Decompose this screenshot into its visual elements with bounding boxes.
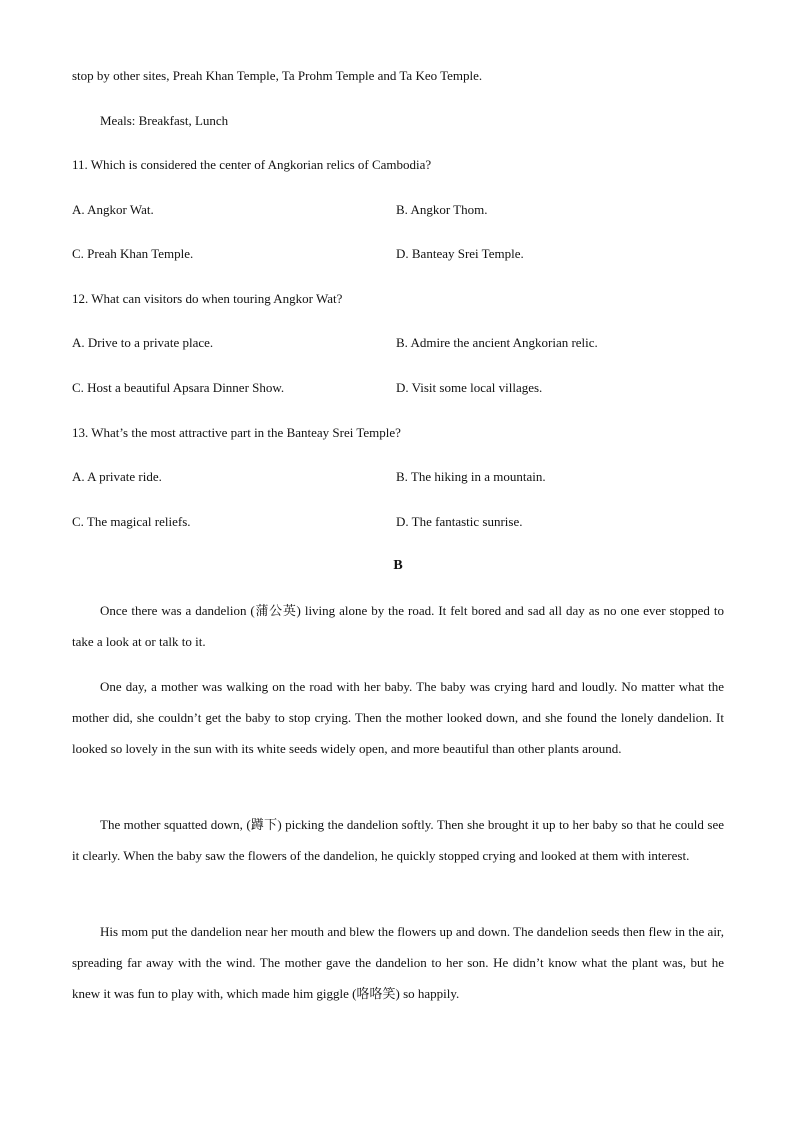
meals-line: Meals: Breakfast, Lunch xyxy=(100,113,229,128)
question-13-option-d: D. The fantastic sunrise. xyxy=(396,514,523,529)
story-paragraph-3: The mother squatted down, (蹲下) picking the dandelion softly. Then she brought it up to her baby so that he could see it clearly. When the baby saw the flowers of the dandelion, he quickly stopped crying and looked at them with interest. xyxy=(72,817,724,863)
question-13-option-b: B. The hiking in a mountain. xyxy=(396,469,546,484)
question-13-option-a: A. A private ride. xyxy=(72,469,162,484)
question-11-stem: 11. Which is considered the center of Angkorian relics of Cambodia? xyxy=(72,157,432,172)
question-11-option-a: A. Angkor Wat. xyxy=(72,202,154,217)
story-paragraph-1: Once there was a dandelion (蒲公英) living alone by the road. It felt bored and sad all day as no one ever stopped to take a look at or talk to it. xyxy=(72,603,724,649)
question-11-option-d: D. Banteay Srei Temple. xyxy=(396,246,524,261)
question-12-option-c: C. Host a beautiful Apsara Dinner Show. xyxy=(72,380,285,395)
question-12-stem: 12. What can visitors do when touring Angkor Wat? xyxy=(72,291,343,306)
section-b-heading: B xyxy=(393,558,403,573)
question-13-option-c: C. The magical reliefs. xyxy=(72,514,191,529)
question-12-option-b: B. Admire the ancient Angkorian relic. xyxy=(396,335,598,350)
question-11-option-b: B. Angkor Thom. xyxy=(396,202,488,217)
question-12-option-d: D. Visit some local villages. xyxy=(396,380,543,395)
question-13-stem: 13. What’s the most attractive part in the Banteay Srei Temple? xyxy=(72,425,401,440)
question-12-option-a: A. Drive to a private place. xyxy=(72,335,214,350)
story-paragraph-4: His mom put the dandelion near her mouth and blew the flowers up and down. The dandelion seeds then flew in the air, spreading far away with the wind. The mother gave the dandelion to her son. He didn’t know what the plant was, but he knew it was fun to play with, which made him giggle (咯咯笑) so happily. xyxy=(72,924,724,1001)
question-11-option-c: C. Preah Khan Temple. xyxy=(72,246,194,261)
story-paragraph-2: One day, a mother was walking on the road with her baby. The baby was crying hard and loudly. No matter what the mother did, she couldn’t get the baby to stop crying. Then the mother looked down, and she found the lonely dandelion. It looked so lovely in the sun with its white seeds widely open, and more beautiful than other plants around. xyxy=(72,679,724,756)
passage-continuation: stop by other sites, Preah Khan Temple, Ta Prohm Temple and Ta Keo Temple. xyxy=(72,68,483,83)
